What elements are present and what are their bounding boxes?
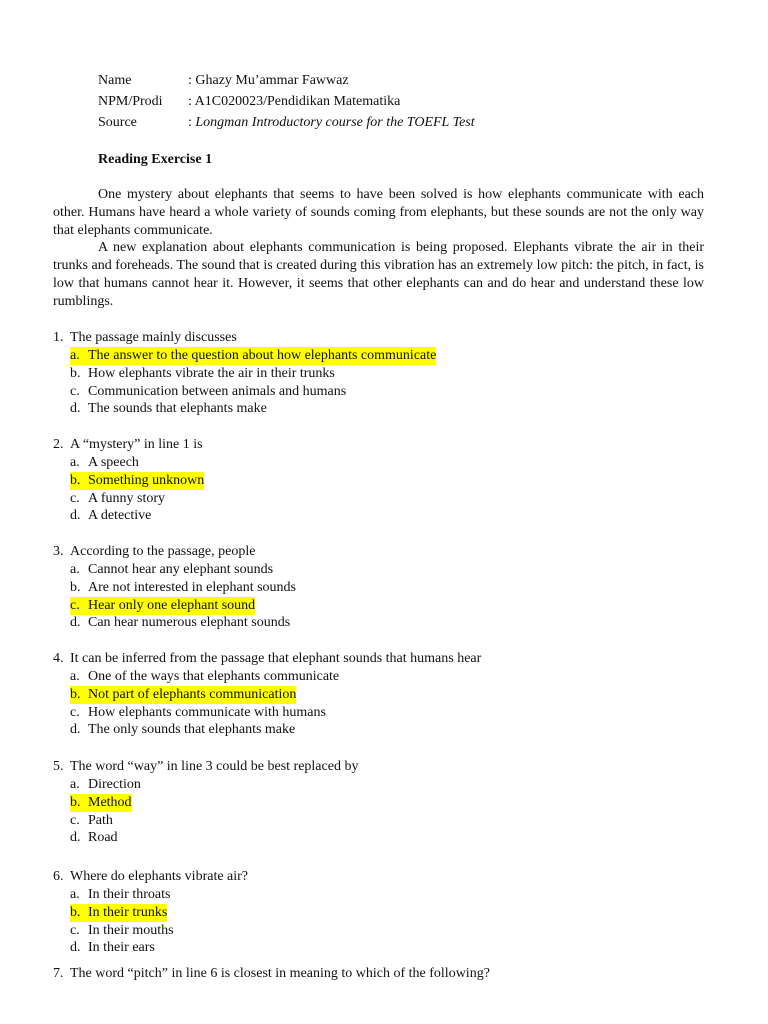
option-letter: c. [70, 490, 80, 506]
exercise-title: Reading Exercise 1 [98, 152, 213, 167]
option-list [70, 347, 733, 418]
source-row [98, 112, 475, 133]
answer-option [70, 490, 733, 508]
name-value: : Ghazy Mu’ammar Fawwaz [188, 72, 349, 88]
source-value: Longman Introductory course for the TOEFL Test [195, 114, 475, 130]
answer-option [70, 829, 733, 847]
highlighted-answer [70, 904, 167, 922]
option-list [70, 886, 733, 957]
option-text: In their mouths [88, 922, 174, 938]
highlighted-answer [70, 794, 132, 812]
highlighted-answer [70, 347, 436, 365]
passage-paragraph-2 [53, 239, 704, 311]
option-letter: b. [70, 579, 81, 595]
question-3 [53, 543, 733, 632]
question-text: The word “way” in line 3 could be best replaced by [70, 759, 359, 774]
answer-option [70, 347, 733, 365]
answer-option [70, 597, 733, 615]
option-list [70, 668, 733, 739]
option-text: Something unknown [88, 472, 205, 488]
option-text: A funny story [88, 490, 165, 506]
answer-option [70, 794, 733, 812]
option-content [70, 668, 339, 686]
answer-option [70, 507, 733, 525]
question-stem [53, 436, 733, 454]
question-stem [53, 965, 733, 983]
option-letter: d. [70, 830, 81, 846]
option-letter: d. [70, 401, 81, 417]
option-letter: b. [70, 472, 81, 488]
answer-option [70, 721, 733, 739]
highlighted-answer [70, 686, 296, 704]
option-content [70, 507, 151, 525]
passage-paragraph-1 [53, 186, 704, 240]
question-number: 2. [53, 437, 64, 452]
option-letter: a. [70, 668, 80, 684]
answer-option [70, 668, 733, 686]
option-content [70, 721, 295, 739]
option-text: Communication between animals and humans [88, 383, 347, 399]
answer-option [70, 561, 733, 579]
option-content [70, 886, 170, 904]
answer-option [70, 472, 733, 490]
option-text: One of the ways that elephants communicate [88, 668, 340, 684]
question-text: A “mystery” in line 1 is [70, 437, 203, 452]
option-text: Direction [88, 776, 141, 792]
question-2 [53, 436, 733, 525]
option-text: How elephants vibrate the air in their trunks [88, 365, 335, 381]
option-content [70, 922, 174, 940]
option-content [70, 939, 155, 957]
option-text: Method [88, 794, 132, 810]
question-7 [53, 965, 733, 983]
question-number: 6. [53, 869, 64, 884]
option-list [70, 454, 733, 525]
option-content [70, 365, 335, 383]
option-list [70, 561, 733, 632]
option-text: Cannot hear any elephant sounds [88, 561, 274, 577]
passage-text-2: A new explanation about elephants communication is being proposed. Elephants vibrate the air in their trunks and foreheads. The sound that is created during this vibration has an extremely low pitch: the pitch, in fact, is low that humans cannot hear it. However, it seems that other elephants can and do hear and understand these low rumblings. [53, 240, 704, 309]
option-letter: b. [70, 904, 81, 920]
passage-text-1: One mystery about elephants that seems to have been solved is how elephants communicate with each other. Humans have heard a whole variety of sounds coming from elephants, but these sounds are not the only way that elephants communicate. [53, 187, 704, 238]
option-text: Road [88, 830, 118, 846]
option-letter: a. [70, 454, 80, 470]
question-text: According to the passage, people [70, 544, 256, 559]
answer-option [70, 704, 733, 722]
option-letter: b. [70, 365, 81, 381]
option-content [70, 812, 113, 830]
question-stem [53, 758, 733, 776]
option-letter: c. [70, 383, 80, 399]
question-number: 7. [53, 966, 64, 981]
question-number: 4. [53, 651, 64, 666]
source-label: Source [98, 114, 137, 130]
answer-option [70, 383, 733, 401]
question-text: Where do elephants vibrate air? [70, 869, 249, 884]
highlighted-answer [70, 472, 204, 490]
option-text: Path [88, 812, 113, 828]
option-content [70, 614, 290, 632]
option-text: In their trunks [88, 904, 168, 920]
answer-option [70, 400, 733, 418]
option-letter: d. [70, 615, 81, 631]
question-5 [53, 758, 733, 847]
answer-option [70, 886, 733, 904]
option-content [70, 454, 139, 472]
option-text: Are not interested in elephant sounds [88, 579, 297, 595]
question-6 [53, 868, 733, 957]
option-text: The answer to the question about how elephants communicate [88, 347, 437, 363]
option-content [70, 400, 267, 418]
option-letter: c. [70, 812, 80, 828]
question-stem [53, 543, 733, 561]
option-letter: d. [70, 508, 81, 524]
answer-option [70, 365, 733, 383]
question-1 [53, 329, 733, 418]
question-stem [53, 650, 733, 668]
npm-label: NPM/Prodi [98, 93, 163, 109]
option-text: Not part of elephants communication [88, 686, 297, 702]
answer-option [70, 904, 733, 922]
option-letter: a. [70, 886, 80, 902]
option-letter: a. [70, 561, 80, 577]
option-text: In their throats [88, 886, 171, 902]
question-text: The passage mainly discusses [70, 330, 237, 345]
question-stem [53, 329, 733, 347]
option-content [70, 776, 141, 794]
answer-option [70, 939, 733, 957]
option-letter: c. [70, 597, 80, 613]
question-number: 5. [53, 759, 64, 774]
question-number: 1. [53, 330, 64, 345]
answer-option [70, 776, 733, 794]
answer-option [70, 614, 733, 632]
question-4 [53, 650, 733, 739]
question-text: It can be inferred from the passage that elephant sounds that humans hear [70, 651, 482, 666]
source-colon: : [188, 114, 196, 130]
option-letter: c. [70, 704, 80, 720]
question-number: 3. [53, 544, 64, 559]
option-letter: a. [70, 776, 80, 792]
question-text: The word “pitch” in line 6 is closest in meaning to which of the following? [70, 966, 490, 981]
option-content [70, 579, 296, 597]
option-letter: d. [70, 722, 81, 738]
name-row [98, 70, 475, 91]
option-letter: c. [70, 922, 80, 938]
option-text: The only sounds that elephants make [88, 722, 296, 738]
answer-option [70, 812, 733, 830]
option-letter: a. [70, 347, 80, 363]
option-text: The sounds that elephants make [88, 401, 267, 417]
npm-row [98, 91, 475, 112]
option-content [70, 490, 165, 508]
option-text: A detective [88, 508, 152, 524]
option-text: How elephants communicate with humans [88, 704, 326, 720]
npm-value: : A1C020023/Pendidikan Matematika [188, 93, 401, 109]
option-text: A speech [88, 454, 139, 470]
answer-option [70, 686, 733, 704]
option-content [70, 829, 118, 847]
option-text: Hear only one elephant sound [88, 597, 256, 613]
name-label: Name [98, 72, 132, 88]
option-list [70, 776, 733, 847]
header-info [98, 70, 475, 133]
option-text: In their ears [88, 940, 155, 956]
option-content [70, 383, 346, 401]
highlighted-answer [70, 597, 255, 615]
answer-option [70, 454, 733, 472]
answer-option [70, 922, 733, 940]
option-letter: b. [70, 686, 81, 702]
question-stem [53, 868, 733, 886]
option-letter: b. [70, 794, 81, 810]
option-content [70, 704, 326, 722]
option-content [70, 561, 273, 579]
option-text: Can hear numerous elephant sounds [88, 615, 291, 631]
option-letter: d. [70, 940, 81, 956]
answer-option [70, 579, 733, 597]
